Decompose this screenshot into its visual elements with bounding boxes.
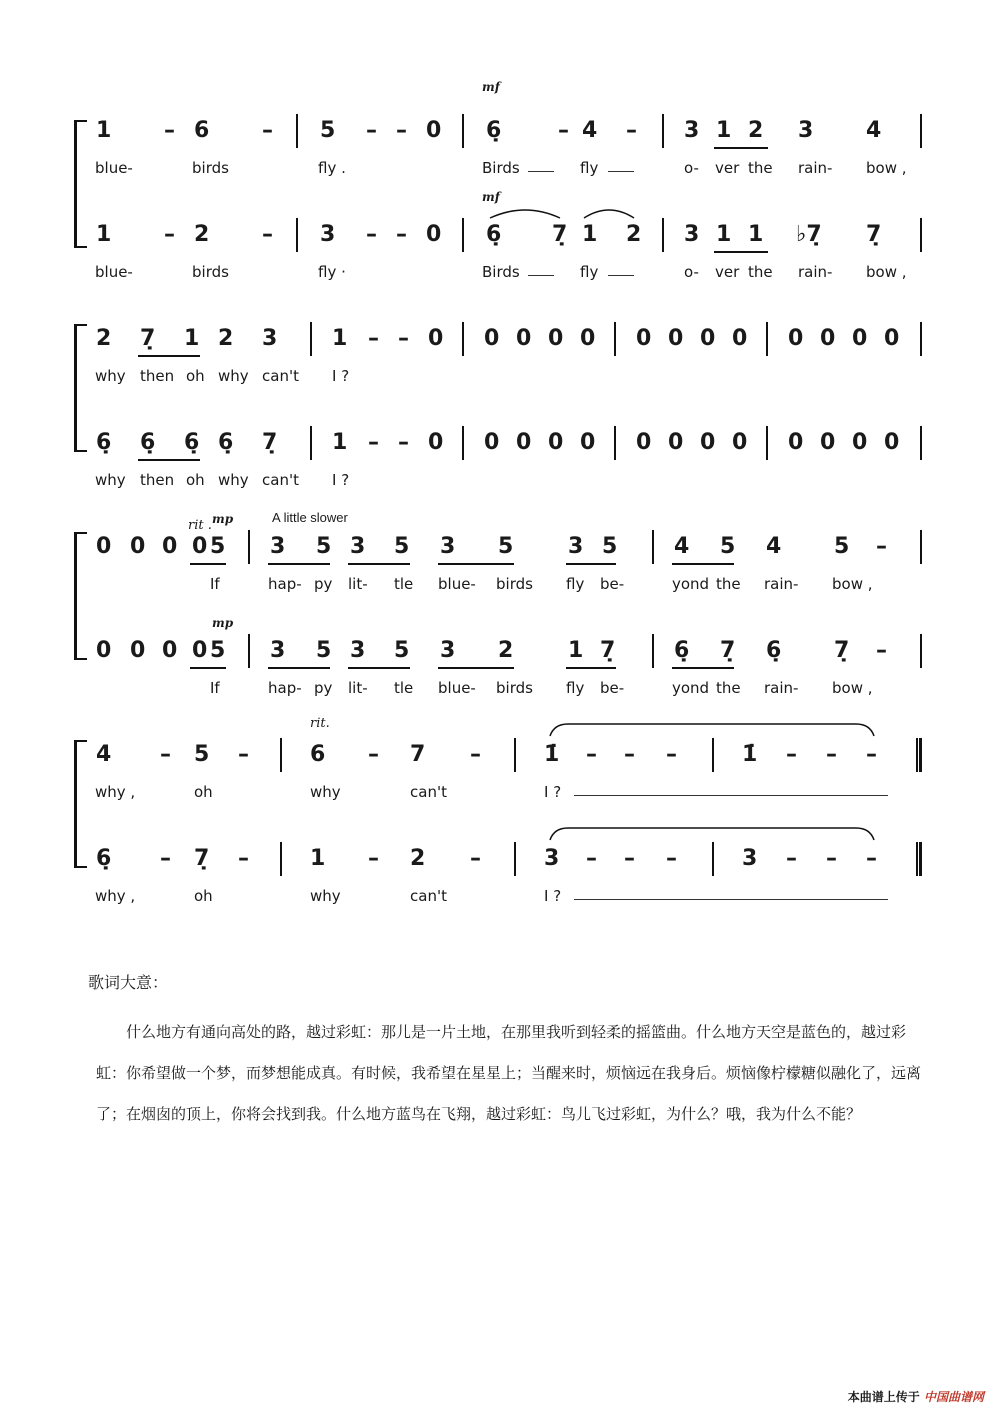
lyric: fly (580, 159, 599, 177)
beam-underline (348, 563, 410, 565)
lyric: bow , (866, 159, 907, 177)
lyric-extender (574, 899, 888, 900)
barline (310, 322, 312, 356)
barline (514, 738, 516, 772)
system-4 (74, 714, 930, 909)
barline (614, 322, 616, 356)
dash: – (866, 846, 877, 871)
note: 3 (350, 534, 366, 559)
dynamic-mf: mf (482, 80, 500, 94)
lyric: then (140, 367, 175, 385)
beam-underline (714, 251, 768, 253)
barline (662, 114, 664, 148)
lyric: oh (186, 471, 205, 489)
lyric: why (310, 783, 341, 801)
note: 4 (674, 534, 690, 559)
translation-heading: 歌词大意： (88, 973, 169, 992)
lyric: rain- (764, 679, 799, 697)
lyric: be- (600, 575, 625, 593)
rest: 0 (700, 326, 716, 351)
note: 5 (602, 534, 618, 559)
rest: 0 (580, 326, 596, 351)
note: 1 (582, 222, 598, 247)
barline (920, 634, 922, 668)
note: 7̣ (720, 638, 736, 663)
site-logo[interactable]: 中国曲谱网 (923, 1390, 984, 1404)
lyric: fly (566, 575, 585, 593)
note: 6̣ (96, 430, 112, 455)
note: 6̣ (486, 222, 502, 247)
note: 1 (96, 118, 112, 143)
note: 7̣ (600, 638, 616, 663)
dash: – (164, 222, 175, 247)
note: 3 (440, 534, 456, 559)
staff-upper (74, 740, 930, 780)
staff-lower (74, 428, 930, 468)
note: 3 (544, 846, 560, 871)
rest: 0 (852, 326, 868, 351)
rest: 0 (852, 430, 868, 455)
dash: – (368, 326, 379, 351)
dash: – (586, 742, 597, 767)
dash: – (786, 846, 797, 871)
note: 4 (766, 534, 782, 559)
lyric: blue- (438, 679, 476, 697)
note: 6̣ (486, 118, 502, 143)
staff-lower (74, 636, 930, 676)
barline (766, 426, 768, 460)
dash: – (866, 742, 877, 767)
ritardando-mark: rit. (310, 716, 330, 731)
dash: – (786, 742, 797, 767)
note: ♭7̣ (796, 222, 822, 247)
note: 2 (218, 326, 234, 351)
note: 7̣ (140, 326, 156, 351)
slur (582, 206, 636, 220)
lyric: birds (496, 575, 533, 593)
note: 5 (720, 534, 736, 559)
lyric: tle (394, 575, 414, 593)
note: 5 (498, 534, 514, 559)
lyric: bow , (832, 575, 873, 593)
rest: 0 (192, 638, 208, 663)
rest: 0 (884, 326, 900, 351)
barline (310, 426, 312, 460)
lyric: fly . (318, 159, 346, 177)
note: 2 (194, 222, 210, 247)
lyric: why (95, 471, 126, 489)
dash: – (160, 846, 171, 871)
lyric: can't (262, 471, 299, 489)
lyric: birds (496, 679, 533, 697)
rest: 0 (484, 326, 500, 351)
beam-underline (190, 563, 226, 565)
rest: 0 (636, 430, 652, 455)
note: 1 (716, 118, 732, 143)
note: 1̇ (742, 742, 758, 767)
system-2 (74, 320, 930, 495)
dynamic-mp: mp (212, 512, 234, 526)
lyric-extender (608, 171, 634, 172)
barline (920, 530, 922, 564)
note: 5 (320, 118, 336, 143)
barline (280, 738, 282, 772)
note: 0 (428, 326, 444, 351)
note: 3 (440, 638, 456, 663)
barline (296, 114, 298, 148)
barline (514, 842, 516, 876)
note: 3 (568, 534, 584, 559)
note: 2 (498, 638, 514, 663)
note: 0 (426, 222, 442, 247)
lyric: yond (672, 575, 710, 593)
note: 5 (316, 534, 332, 559)
rest: 0 (516, 326, 532, 351)
note: 1 (568, 638, 584, 663)
lyric: blue- (95, 263, 133, 281)
dash: – (396, 118, 407, 143)
note: 7̣ (834, 638, 850, 663)
lyric: oh (194, 783, 213, 801)
note: 2 (748, 118, 764, 143)
lyric: py (314, 679, 333, 697)
lyric: Birds (482, 159, 520, 177)
ritardando-mark: rit . (188, 518, 212, 533)
rest: 0 (884, 430, 900, 455)
note: 7 (410, 742, 426, 767)
lyric: Birds (482, 263, 520, 281)
barline (462, 218, 464, 252)
note: 3 (798, 118, 814, 143)
staff-upper (74, 532, 930, 572)
staff-upper (74, 324, 930, 364)
lyric: why (310, 887, 341, 905)
lyric: o- (684, 263, 699, 281)
lyric: If (210, 575, 220, 593)
note: 4 (866, 118, 882, 143)
rest: 0 (700, 430, 716, 455)
note: 7̣ (866, 222, 882, 247)
lyric: why (218, 367, 249, 385)
lyric: be- (600, 679, 625, 697)
beam-underline (672, 563, 734, 565)
barline (920, 322, 922, 356)
lyric: why , (95, 887, 136, 905)
dash: – (626, 118, 637, 143)
lyric: lit- (348, 575, 368, 593)
note: 1 (748, 222, 764, 247)
barline (462, 322, 464, 356)
lyric: why (218, 471, 249, 489)
barline (920, 114, 922, 148)
lyric: ver (715, 263, 740, 281)
rest: 0 (192, 534, 208, 559)
barline (280, 842, 282, 876)
staff-lower (74, 220, 930, 260)
lyric: bow , (832, 679, 873, 697)
note: 3 (684, 118, 700, 143)
system-1 (74, 80, 930, 281)
lyric: rain- (764, 575, 799, 593)
note: 5 (394, 638, 410, 663)
barline (614, 426, 616, 460)
dash: – (368, 430, 379, 455)
note: 5 (210, 534, 226, 559)
lyric: hap- (268, 575, 302, 593)
lyric: blue- (438, 575, 476, 593)
note: 6̣ (674, 638, 690, 663)
lyric: I ? (544, 887, 562, 905)
note: 1̇ (544, 742, 560, 767)
note: 1 (716, 222, 732, 247)
dash: – (470, 846, 481, 871)
note: 2 (96, 326, 112, 351)
beam-underline (268, 563, 330, 565)
rest: 0 (516, 430, 532, 455)
note: 7̣ (262, 430, 278, 455)
beam-underline (268, 667, 330, 669)
note: 5 (316, 638, 332, 663)
note: 6̣ (766, 638, 782, 663)
dash: – (876, 638, 887, 663)
final-barline (916, 842, 922, 876)
translation-body: 什么地方有通向高处的路，越过彩虹：那儿是一片土地，在那里我听到轻柔的摇篮曲。什么地方天空是蓝色的，越过彩虹：你希望做一个梦，而梦想能成真。有时候，我希望在星星上；当醒来时，烦恼远在我身后。烦恼像柠檬糖似融化了，远离了；在烟囱的顶上，你将会找到我。什么地方蓝鸟在飞翔，越过彩虹：鸟儿飞过彩虹，为什么？哦，我为什么不能？ (96, 1023, 922, 1123)
lyric: o- (684, 159, 699, 177)
lyric: why (95, 367, 126, 385)
dash: – (624, 742, 635, 767)
rest: 0 (96, 534, 112, 559)
dash: – (398, 430, 409, 455)
beam-underline (672, 667, 734, 669)
beam-underline (138, 459, 200, 461)
dash: – (396, 222, 407, 247)
note: 6̣ (140, 430, 156, 455)
lyric: fly · (318, 263, 346, 281)
dash: – (470, 742, 481, 767)
rest: 0 (732, 326, 748, 351)
rest: 0 (820, 430, 836, 455)
barline (296, 218, 298, 252)
final-barline (916, 738, 922, 772)
note: 5 (834, 534, 850, 559)
note: 5 (394, 534, 410, 559)
dash: – (666, 846, 677, 871)
footer-text: 本曲谱上传于 (847, 1390, 920, 1404)
lyric: can't (410, 783, 447, 801)
dash: – (624, 846, 635, 871)
rest: 0 (668, 430, 684, 455)
tempo-marking: A little slower (272, 510, 348, 525)
lyric: the (716, 575, 741, 593)
beam-underline (438, 667, 514, 669)
note: 0 (428, 430, 444, 455)
beam-underline (190, 667, 226, 669)
lyric: fly (566, 679, 585, 697)
lyric: bow , (866, 263, 907, 281)
lyric-extender (608, 275, 634, 276)
lyric: blue- (95, 159, 133, 177)
dash: – (366, 118, 377, 143)
dash: – (368, 742, 379, 767)
rest: 0 (820, 326, 836, 351)
dynamic-mp: mp (212, 616, 234, 630)
note: 4 (96, 742, 112, 767)
note: 7̣ (194, 846, 210, 871)
dash: – (558, 118, 569, 143)
note: 1 (332, 430, 348, 455)
dash: – (666, 742, 677, 767)
lyric: the (716, 679, 741, 697)
lyric: fly (580, 263, 599, 281)
note: 1 (310, 846, 326, 871)
tie (548, 824, 876, 842)
barline (920, 426, 922, 460)
note: 6 (194, 118, 210, 143)
dash: – (826, 846, 837, 871)
note: 3 (350, 638, 366, 663)
staff-lower (74, 844, 930, 884)
dash: – (586, 846, 597, 871)
lyric: rain- (798, 159, 833, 177)
lyric: I ? (332, 367, 350, 385)
dash: – (238, 846, 249, 871)
note: 5 (194, 742, 210, 767)
note: 5 (210, 638, 226, 663)
barline (462, 426, 464, 460)
dash: – (262, 222, 273, 247)
rest: 0 (732, 430, 748, 455)
beam-underline (348, 667, 410, 669)
rest: 0 (162, 638, 178, 663)
rest: 0 (788, 430, 804, 455)
beam-underline (138, 355, 200, 357)
lyric: lit- (348, 679, 368, 697)
note: 3 (742, 846, 758, 871)
lyric: oh (186, 367, 205, 385)
lyric: rain- (798, 263, 833, 281)
beam-underline (438, 563, 514, 565)
note: 1 (184, 326, 200, 351)
rest: 0 (580, 430, 596, 455)
lyric: the (748, 263, 773, 281)
rest: 0 (636, 326, 652, 351)
barline (712, 738, 714, 772)
barline (712, 842, 714, 876)
lyric-extender (574, 795, 888, 796)
note: 3 (684, 222, 700, 247)
rest: 0 (484, 430, 500, 455)
beam-underline (566, 563, 616, 565)
barline (662, 218, 664, 252)
note: 2 (410, 846, 426, 871)
lyric: I ? (544, 783, 562, 801)
lyric: birds (192, 159, 229, 177)
rest: 0 (96, 638, 112, 663)
dash: – (164, 118, 175, 143)
lyric: py (314, 575, 333, 593)
staff-upper (74, 116, 930, 156)
note: 4 (582, 118, 598, 143)
note: 3 (270, 638, 286, 663)
lyric-extender (528, 275, 554, 276)
beam-underline (566, 667, 616, 669)
beam-underline (714, 147, 768, 149)
lyric: birds (192, 263, 229, 281)
note: 3 (320, 222, 336, 247)
lyric: the (748, 159, 773, 177)
rest: 0 (788, 326, 804, 351)
lyric: yond (672, 679, 710, 697)
rest: 0 (162, 534, 178, 559)
dash: – (366, 222, 377, 247)
dash: – (826, 742, 837, 767)
barline (652, 634, 654, 668)
note: 6 (310, 742, 326, 767)
footer-credit (848, 1388, 984, 1405)
lyric: If (210, 679, 220, 697)
lyric: why , (95, 783, 136, 801)
dash: – (238, 742, 249, 767)
dash: – (368, 846, 379, 871)
lyric: hap- (268, 679, 302, 697)
tie (548, 720, 876, 738)
rest: 0 (130, 638, 146, 663)
dynamic-mf: mf (482, 190, 500, 204)
note: 6̣ (184, 430, 200, 455)
dash: – (160, 742, 171, 767)
barline (462, 114, 464, 148)
dash: – (398, 326, 409, 351)
lyric: can't (262, 367, 299, 385)
note: 1 (332, 326, 348, 351)
note: 0 (426, 118, 442, 143)
barline (652, 530, 654, 564)
lyric: tle (394, 679, 414, 697)
lyric: then (140, 471, 175, 489)
dash: – (876, 534, 887, 559)
lyric-extender (528, 171, 554, 172)
lyric: oh (194, 887, 213, 905)
note: 6̣ (96, 846, 112, 871)
rest: 0 (548, 326, 564, 351)
lyric: can't (410, 887, 447, 905)
note: 7̣ (552, 222, 568, 247)
rest: 0 (548, 430, 564, 455)
slur (488, 206, 562, 220)
note: 3 (262, 326, 278, 351)
barline (766, 322, 768, 356)
note: 6̣ (218, 430, 234, 455)
dash: – (262, 118, 273, 143)
barline (920, 218, 922, 252)
note: 2 (626, 222, 642, 247)
rest: 0 (668, 326, 684, 351)
lyric: ver (715, 159, 740, 177)
note: 1 (96, 222, 112, 247)
system-3 (74, 508, 930, 698)
rest: 0 (130, 534, 146, 559)
barline (248, 634, 250, 668)
note: 3 (270, 534, 286, 559)
barline (248, 530, 250, 564)
lyric: I ? (332, 471, 350, 489)
